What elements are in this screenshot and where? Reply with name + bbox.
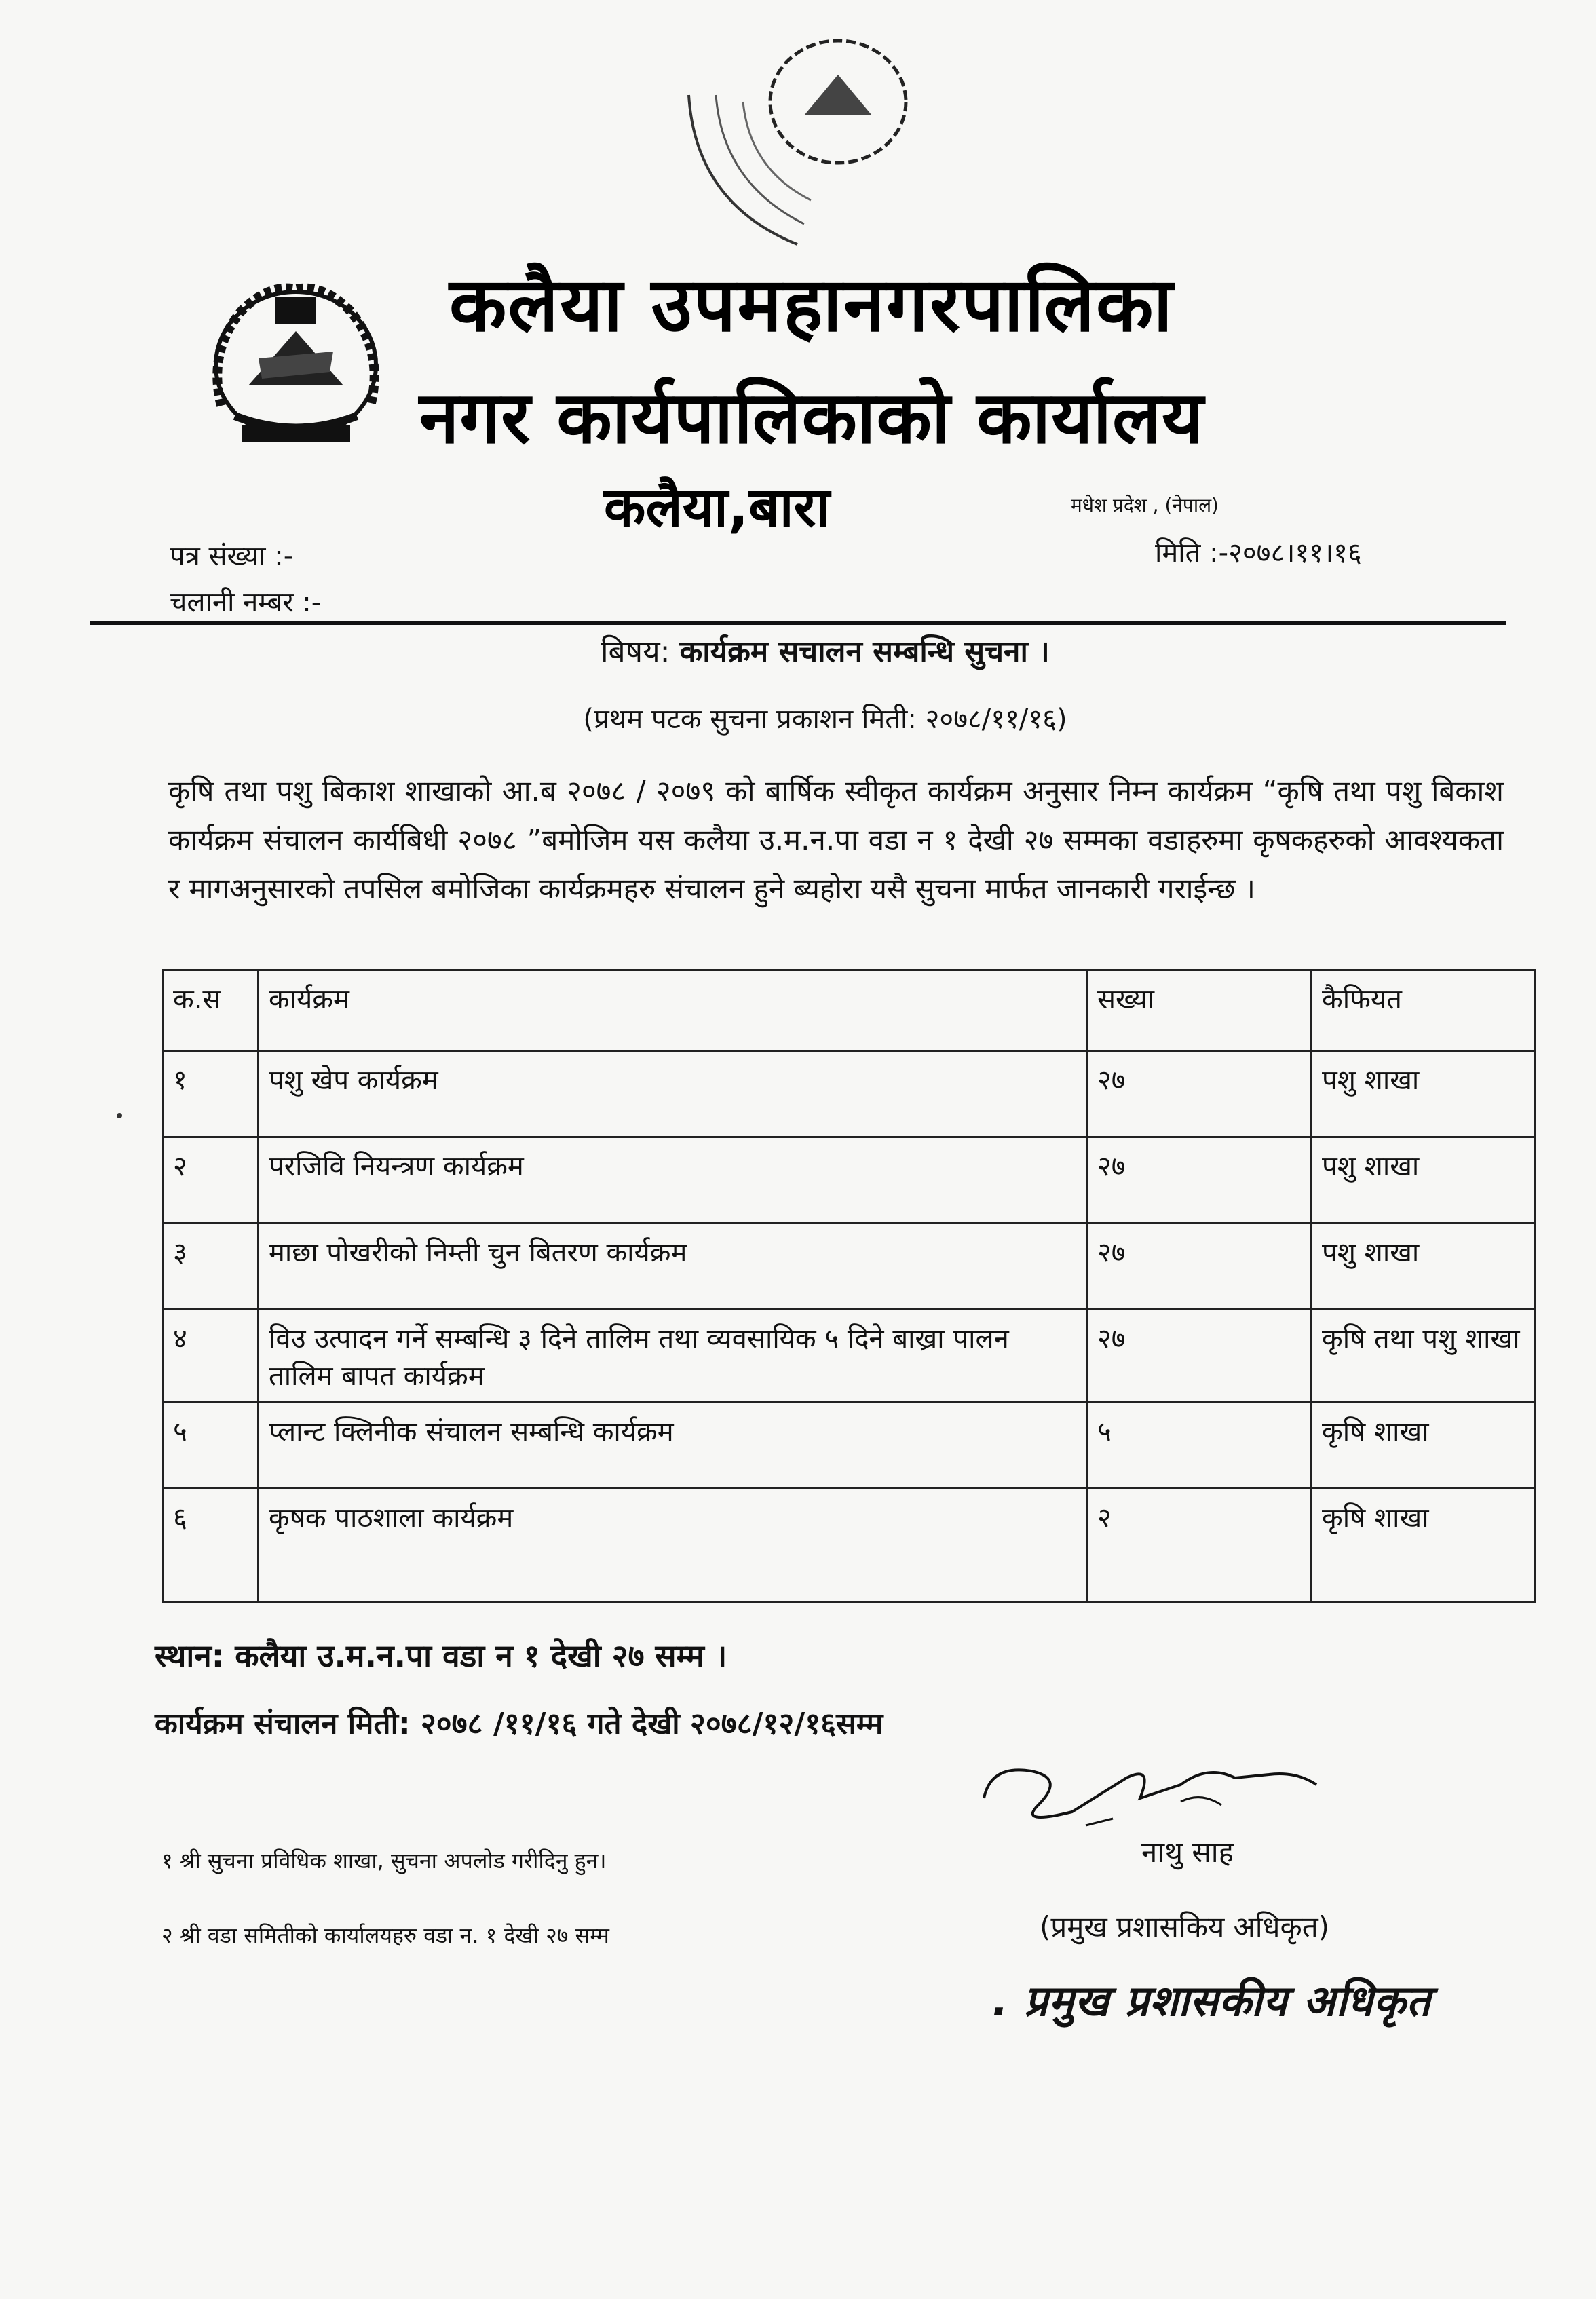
office-stamp-icon xyxy=(668,27,940,271)
cc-line-2: २ श्री वडा समितीको कार्यालयहरु वडा न. १ देखी २७ सम्म xyxy=(162,1922,609,1948)
cell-count: ५ xyxy=(1087,1403,1312,1489)
cell-program: पशु खेप कार्यक्रम xyxy=(259,1051,1087,1137)
cell-remarks: पशु शाखा xyxy=(1312,1051,1536,1137)
cell-program: कृषक पाठशाला कार्यक्रम xyxy=(259,1489,1087,1602)
cell-sn: ३ xyxy=(163,1223,259,1310)
table-row xyxy=(163,1137,1536,1223)
margin-dot xyxy=(117,1113,122,1118)
cell-count: २७ xyxy=(1087,1051,1312,1137)
signature-icon xyxy=(977,1737,1330,1839)
cell-remarks: कृषि तथा पशु शाखा xyxy=(1312,1310,1536,1403)
header-remarks: कैफियत xyxy=(1312,970,1536,1051)
cc-line-1: १ श्री सुचना प्रविधिक शाखा, सुचना अपलोड गरीदिनु हुन। xyxy=(162,1848,607,1874)
letter-number-label: पत्र संख्या :- xyxy=(170,541,294,572)
subject-text: कार्यक्रम सचालन सम्बन्धि सुचना । xyxy=(679,634,1050,669)
cell-remarks: पशु शाखा xyxy=(1312,1223,1536,1310)
cell-count: २७ xyxy=(1087,1137,1312,1223)
dispatch-number-label: चलानी नम्बर :- xyxy=(170,587,322,618)
table-row xyxy=(163,1310,1536,1403)
table-row xyxy=(163,1403,1536,1489)
cell-program: माछा पोखरीको निम्ती चुन बितरण कार्यक्रम xyxy=(259,1223,1087,1310)
cell-sn: ५ xyxy=(163,1403,259,1489)
body-paragraph: कृषि तथा पशु बिकाश शाखाको आ.ब २०७८ / २०७९ को बार्षिक स्वीकृत कार्यक्रम अनुसार निम्न कार्यक्रम “कृषि तथा पशु बिकाश कार्यक्रम संचालन कार्यबिधी २०७८ ”बमोजिम यस कलैया उ.म.न.पा वडा न १ देखी २७ सम्मका वडाहरुमा कृषकहरुको आवश्यकता र मागअनुसारको तपसिल बमोजिका कार्यक्रमहरु संचालन हुने ब्यहोरा यसै सुचना मार्फत जानकारी गराईन्छ । xyxy=(168,774,1504,905)
signatory-name: नाथु साह xyxy=(1141,1836,1234,1869)
cell-sn: ६ xyxy=(163,1489,259,1602)
header-divider xyxy=(90,621,1506,625)
header-program: कार्यक्रम xyxy=(259,970,1087,1051)
table-header-row xyxy=(163,970,1536,1051)
program-table xyxy=(162,969,1536,1603)
subject-line xyxy=(0,630,1596,670)
table-row xyxy=(163,1051,1536,1137)
cell-count: २७ xyxy=(1087,1223,1312,1310)
signatory-designation: (प्रमुख प्रशासकिय अधिकृत) xyxy=(1040,1910,1330,1943)
letter-date: मिति :-२०७८।११।१६ xyxy=(1155,537,1362,569)
cell-sn: ४ xyxy=(163,1310,259,1403)
office-subtitle: नगर कार्यपालिकाको कार्यालय xyxy=(419,376,1204,459)
cell-program: प्लान्ट क्लिनीक संचालन सम्बन्धि कार्यक्रम xyxy=(259,1403,1087,1489)
table-row xyxy=(163,1489,1536,1602)
cell-remarks: कृषि शाखा xyxy=(1312,1489,1536,1602)
program-period: कार्यक्रम संचालन मिती: २०७८ /११/१६ गते देखी २०७८/१२/१६सम्म xyxy=(155,1707,884,1741)
cell-count: २७ xyxy=(1087,1310,1312,1403)
cell-remarks: पशु शाखा xyxy=(1312,1137,1536,1223)
cell-program: परजिवि नियन्त्रण कार्यक्रम xyxy=(259,1137,1087,1223)
office-title: कलैया उपमहानगरपालिका xyxy=(449,261,1175,348)
table-row xyxy=(163,1223,1536,1310)
cell-sn: २ xyxy=(163,1137,259,1223)
header-count: सख्या xyxy=(1087,970,1312,1051)
program-location: स्थान: कलैया उ.म.न.पा वडा न १ देखी २७ सम्म । xyxy=(155,1637,727,1674)
office-location: कलैया,बारा xyxy=(604,476,831,539)
designation-stamp: . प्रमुख प्रशासकीय अधिकृत xyxy=(992,1976,1431,2026)
cell-sn: १ xyxy=(163,1051,259,1137)
header-sn: क.स xyxy=(163,970,259,1051)
publication-note: (प्रथम पटक सुचना प्रकाशन मिती: २०७८/११/१६) xyxy=(583,704,1067,735)
subject-prefix: बिषय: xyxy=(601,634,670,669)
cell-count: २ xyxy=(1087,1489,1312,1602)
cell-program: विउ उत्पादन गर्ने सम्बन्धि ३ दिने तालिम तथा व्यवसायिक ५ दिने बाख्रा पालन तालिम बापत कार्यक्रम xyxy=(259,1310,1087,1403)
cell-remarks: कृषि शाखा xyxy=(1312,1403,1536,1489)
province-label: मधेश प्रदेश , (नेपाल) xyxy=(1071,494,1219,516)
